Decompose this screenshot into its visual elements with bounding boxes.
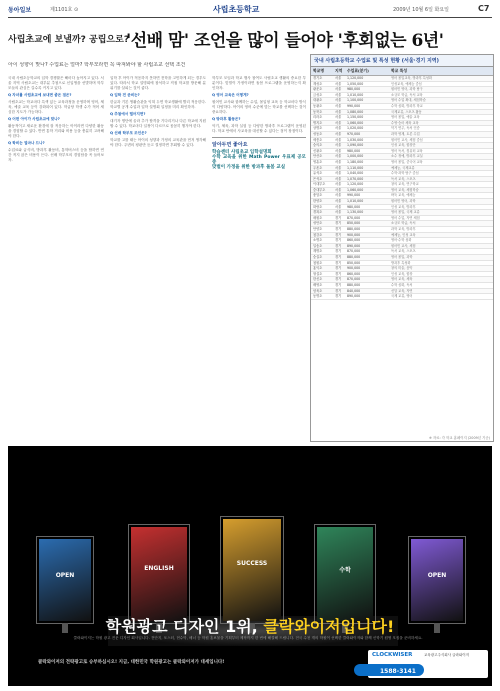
table-cell: 경기 (335, 221, 342, 226)
table-cell: 소수 정예, 방과후 교실 (391, 154, 423, 159)
table-cell: 서울 (335, 176, 342, 181)
table-cell: 서울 (335, 193, 342, 198)
table-footnote: ※ 자료: 각 학교 홈페이지 (2009년 기준) (428, 436, 490, 440)
school-table (310, 54, 494, 442)
table-cell: 동북초 (313, 109, 323, 114)
table-cell: 인성교육, 예체능 중심 (391, 81, 422, 86)
table-cell: 1,070,000 (347, 176, 364, 181)
ad-poster (36, 536, 94, 624)
table-cell: 삼육초 (313, 288, 323, 293)
poster-artwork (411, 539, 463, 621)
table-cell: 이대부초 (313, 182, 326, 187)
table-header (311, 67, 493, 76)
table-cell: 성동초 (313, 131, 323, 136)
table-cell: 1,020,000 (347, 126, 364, 131)
table-cell: 영어 몰입, 국제 교류 (391, 210, 420, 215)
article-paragraph: Q 선배 학부모 조언은? (110, 131, 147, 135)
table-cell: 1,040,000 (347, 171, 364, 176)
table-cell: 영어 몰입, 중국어 교육 (391, 159, 423, 164)
table-cell: 은석초 (313, 176, 323, 181)
table-cell: 원어민 영어, 과학 (391, 199, 416, 204)
ad-poster (408, 536, 466, 624)
table-cell: 980,000 (347, 87, 361, 92)
article-paragraph: Q 방과후 활동은? (212, 117, 241, 121)
table-cell: 서울 (335, 126, 342, 131)
article-column-3 (212, 76, 306, 442)
table-header-cell: 학교명 (313, 68, 325, 73)
table-cell: 독서 교육, 스포츠 (391, 176, 416, 181)
article-paragraph: Q 추첨에서 떨어지면? (110, 112, 146, 116)
table-cell: 대광초 (313, 98, 323, 103)
table-cell: 1,030,000 (347, 137, 364, 142)
table-cell: 서울 (335, 92, 342, 97)
ad-poster (314, 524, 376, 624)
poster-artwork (131, 527, 187, 621)
poster-artwork (223, 519, 281, 621)
ad-body: 클락와이저는 학원 광고 전문 디자인 회사입니다. 전단지, 포스터, 현수막, 배너 등 학원 홍보물을 기획부터 제작까지 한 번에 해결해 드립니다. 전국 수천 개의 학원이 선택한 클락와이저와 함께 신학기 원생 모집을 준비하세요. (73, 636, 423, 640)
ad-url[interactable]: www.clockwiser.co.kr (428, 667, 476, 672)
article-paragraph: 활동적이고 새로운 환경에 잘 적응하는 아이라면 다양한 활동을 경험할 수 있다. 반면 통학 거리와 비용 등을 충분히 고려해야 한다. (8, 124, 104, 138)
table-cell: 1,060,000 (347, 120, 364, 125)
table-cell: 서울 (335, 81, 342, 86)
table-cell: 1,060,000 (347, 187, 364, 192)
table-cell: 영어 수업 확대, 체험학습 (391, 98, 426, 103)
table-cell: 890,000 (347, 243, 361, 248)
table-title: 국내 사립초등학교 수업료 및 특성 현황 (서울·경기 지역) (311, 55, 493, 67)
section-title: 사립초등학교 (213, 5, 260, 14)
issue-date: 2009년 10월 6일 화요일 (393, 7, 450, 13)
table-header-cell: 지역 (335, 68, 343, 73)
headline-kicker: 사립초교에 보낼까? 공립으로? (8, 35, 130, 45)
table-cell: 980,000 (347, 148, 361, 153)
table-cell: 충암초 (313, 193, 323, 198)
article-paragraph: Q 학비는 얼마나 드나? (8, 141, 45, 145)
table-cell: 화랑초 (313, 204, 323, 209)
article-paragraph: 학교를 고를 때는 아이의 성향과 가정의 교육관을 먼저 생각해야 한다. 주변의 평판만 듣고 결정하면 후회할 수 있다. (110, 138, 206, 147)
table-cell: 안산초 (313, 154, 323, 159)
table-cell: 악기 연주, 독서 인증 (391, 126, 420, 131)
table-cell: 서울 (335, 143, 342, 148)
table-cell: 성안초 (313, 221, 323, 226)
article-paragraph: Q 어떤 아이가 사립초교에 맞나? (8, 117, 60, 121)
table-cell: 세종초 (313, 137, 323, 142)
table-cell: 소명초 (313, 238, 323, 243)
table-cell: 예체능, 인성 교육 (391, 232, 416, 237)
table-cell: 서울 (335, 131, 342, 136)
table-cell: 1,000,000 (347, 154, 364, 159)
table-cell: 서울 (335, 199, 342, 204)
table-cell: 매원초 (313, 215, 323, 220)
poster-label: OPEN (55, 571, 75, 579)
table-cell: 서울 (335, 109, 342, 114)
table-cell: 경기 (335, 238, 342, 243)
table-cell: 서울 (335, 171, 342, 176)
table-cell: 영어·수학 심화 (391, 238, 412, 243)
table-cell: 경기초 (313, 76, 323, 80)
article-paragraph: 악기, 체육, 과학 실험 등 다양한 방과후 프로그램이 운영된다. 학교 안에서 사교육을 대신할 수 있다는 점이 장점이다. (212, 124, 306, 133)
table-cell: 유석초 (313, 171, 323, 176)
table-cell: 서울 (335, 148, 342, 153)
ad-headline-part1: 학원광고 디자인 1위, (105, 617, 264, 636)
table-cell: 서울 (335, 120, 342, 125)
info-box-title: 알아두면 좋아요 (212, 142, 248, 148)
table-cell: 숭실초 (313, 255, 323, 259)
table-cell: 영어 몰입교육, 방과후 특성화 (391, 76, 433, 80)
info-box-item: 수학 교육을 위한 Math Power 우표제 공모 중 (212, 155, 306, 165)
table-cell: 880,000 (347, 282, 361, 287)
article-paragraph: 한글과 기본 생활습관을 익혀 두면 학교생활에 빨리 적응한다. 학교별 공개 수업과 입학 설명회 일정을 미리 확인하자. (110, 100, 206, 109)
table-cell: 경기 (335, 215, 342, 220)
table-cell: 영어 몰입, 예술 교육 (391, 115, 420, 120)
table-cell: 창의 교육, 연구학교 (391, 182, 419, 187)
table-cell: 1,130,000 (347, 210, 364, 215)
table-cell: 870,000 (347, 215, 361, 220)
table-cell: 과학 영재, 토론 수업 (391, 131, 420, 136)
table-cell: 970,000 (347, 131, 361, 136)
ad-phone[interactable]: 1588-3141 (380, 668, 416, 675)
table-cell: 금성초 (313, 92, 323, 97)
table-cell: 서울 (335, 137, 342, 142)
table-cell: 서울 (335, 98, 342, 103)
ad-poster (128, 524, 190, 624)
brand-logo: CLOCKWISER (372, 652, 413, 658)
table-cell: 서울 (335, 165, 342, 170)
table-cell: 서울 (335, 182, 342, 187)
table-cell: 880,000 (347, 227, 361, 232)
table-cell: 경복초 (313, 210, 323, 215)
ad-poster (220, 516, 284, 624)
table-cell: 경기 (335, 260, 342, 265)
table-cell: 서울 (335, 159, 342, 164)
table-cell: 경기 (335, 282, 342, 287)
table-cell: 형설초 (313, 271, 323, 276)
table-cell: 980,000 (347, 204, 361, 209)
table-cell: 서울 (335, 187, 342, 192)
table-cell: 독서 교육, 스포츠 (391, 249, 416, 254)
masthead (8, 4, 492, 18)
table-cell: 중대부초 (313, 187, 326, 192)
poster-artwork (317, 527, 373, 621)
table-cell: 영어 독서, 컴퓨터 교육 (391, 148, 423, 153)
table-cell: 우촌초 (313, 165, 323, 170)
table-cell: 방과후 특성화 (391, 260, 411, 265)
table-cell: 숭의초 (313, 143, 323, 148)
advertisement[interactable] (8, 446, 492, 686)
table-cell: 한신초 (313, 277, 323, 282)
table-cell: 경기 (335, 266, 342, 271)
table-cell: 영어 수업, 자연 체험 (391, 215, 420, 220)
info-box (212, 137, 306, 170)
paper-name: 동아일보 (8, 7, 32, 14)
table-cell: 상명초 (313, 126, 323, 131)
ad-headline-part2: 클락와이저입니다! (263, 617, 395, 636)
table-cell: 1,080,000 (347, 109, 364, 114)
table-cell: 수영·승마 체육 교육 (391, 120, 419, 125)
table-cell: 870,000 (347, 277, 361, 282)
table-cell: 경기 (335, 288, 342, 293)
table-cell: 1,180,000 (347, 159, 364, 164)
article-paragraph: 국내 사립초등학교의 입학 경쟁률은 해마다 높아지고 있다. 서울 지역 사립초교는 대부분 추첨으로 신입생을 선발하며 학부모들의 관심은 갈수록 커지고 있다. (8, 76, 104, 90)
table-cell: 1,010,000 (347, 92, 364, 97)
table-cell: 소규모 학급, 독서 교육 (391, 92, 423, 97)
table-cell: 경기 (335, 227, 342, 232)
table-cell: 수학 심화, 방과후 학교 (391, 103, 423, 108)
table-cell: 990,000 (347, 193, 361, 198)
poster-label: 수학 (339, 566, 351, 574)
table-cell: 인성 교육, 합창 (391, 271, 413, 276)
table-cell: 서울 (335, 87, 342, 92)
table-cell: 리라초 (313, 115, 323, 120)
table-cell: 서울 (335, 115, 342, 120)
table-cell: 경기 (335, 255, 342, 259)
table-cell: 계명초 (313, 249, 323, 254)
poster-artwork (39, 539, 91, 621)
table-cell: 영어 몰입, 과학 (391, 255, 413, 259)
ad-tagline: 클락와이저의 전략광고로 승부하십시오! 지금, 대한민국 학원광고는 클락와이저가 대세입니다! (38, 660, 225, 665)
table-cell: 850,000 (347, 221, 361, 226)
table-cell: 수학·과학 탐구 중심 (391, 171, 419, 176)
table-cell: 계성초 (313, 81, 323, 86)
table-cell: 원어민 교사, 체험 중심 (391, 137, 423, 142)
table-cell: 서울 (335, 210, 342, 215)
info-box-item: 맞벌이 가정을 위한 방과후 돌봄 교실 (212, 165, 286, 170)
table-cell: 광운초 (313, 87, 323, 92)
table-cell: 동명초 (313, 294, 323, 299)
table-cell: 870,000 (347, 249, 361, 254)
article-paragraph: 입학 후 아이가 적응하지 못하면 전학을 고민하게 되는 경우도 있다. 따라서 학교 설명회에 참석하고 직접 학교를 방문해 분위기를 살피는 것이 좋다. (110, 76, 206, 90)
table-cell: 840,000 (347, 288, 361, 293)
ad-headline (8, 614, 492, 637)
article-paragraph: Q 자녀를 사립초교에 보내면 좋은 점은? (8, 93, 72, 97)
table-cell: 국제교류, 스포츠 활동 (391, 109, 422, 114)
article-intro: 아이 성향이 맞나? 수업료는 얼마? 학부모라면 꼭 따져봐야 할 사립초교 선택 조건 (8, 62, 186, 68)
table-cell: 서울 (335, 204, 342, 209)
article-column-2 (110, 76, 206, 442)
table-cell: 서울 (335, 154, 342, 159)
table-cell: 1,050,000 (347, 81, 364, 86)
table-cell: 880,000 (347, 255, 361, 259)
table-cell: 안양초 (313, 227, 323, 232)
table-cell: 1,150,000 (347, 115, 364, 120)
brand-sub: 교육광고주식회사 클락와이저 (424, 653, 470, 657)
table-cell: 990,000 (347, 103, 361, 108)
table-cell: 일송초 (313, 243, 323, 248)
table-cell: 경기 (335, 249, 342, 254)
table-cell: 원어민 영어, 과학 탐구 (391, 87, 423, 92)
article-paragraph: 대기자 명단에 올라 추가 합격을 기다리거나 다른 학교에 지원할 수 있다. 학교마다 일정이 다르므로 꼼꼼히 챙겨야 한다. (110, 119, 206, 128)
table-cell: 배영초 (313, 282, 323, 287)
poster-label: OPEN (427, 571, 447, 579)
table-body (311, 76, 493, 426)
table-cell: 홍익초 (313, 266, 323, 271)
table-cell: 청원초 (313, 260, 323, 265)
table-cell: 예체능, 국제교류 (391, 165, 415, 170)
table-cell: 1,090,000 (347, 143, 364, 148)
table-cell: 영훈초 (313, 159, 323, 164)
table-cell: 창의 미술, 음악 (391, 266, 413, 271)
issue-number: 제1101호 ⊙ (50, 7, 79, 13)
table-cell: 명지초 (313, 120, 323, 125)
article-paragraph: Q 입학 전 준비는? (110, 93, 140, 97)
article-headline (8, 22, 492, 58)
table-cell: 인성 교육, 합창단 (391, 143, 416, 148)
table-cell: 경기 (335, 277, 342, 282)
table-cell: 경기 (335, 294, 342, 299)
table-cell: 신앙 교육, 자연 (391, 288, 413, 293)
table-cell: 한양초 (313, 199, 323, 204)
table-cell: 서울 (335, 76, 342, 80)
table-cell: 동광초 (313, 103, 323, 108)
article-paragraph: 수업료와 급식비, 방과후 활동비, 통학버스비 등을 합하면 연간 적지 않은 비용이 든다. 선배 학부모의 경험담을 꼭 들어보자. (8, 148, 104, 162)
table-cell: 1,110,000 (347, 165, 364, 170)
table-cell: 890,000 (347, 294, 361, 299)
table-cell: 900,000 (347, 266, 361, 271)
table-cell: 860,000 (347, 238, 361, 243)
info-box-item: 학습센터 사립초교 입학설명회 (212, 150, 272, 155)
table-cell: 850,000 (347, 260, 361, 265)
table-cell: 1,010,000 (347, 199, 364, 204)
table-cell: 영어 교육, 체육 (391, 277, 413, 282)
table-cell: 900,000 (347, 232, 361, 237)
table-cell: 수학 심화, 독서 (391, 282, 413, 287)
article-column-1 (8, 76, 104, 442)
poster-label: SUCCESS (236, 559, 268, 567)
table-cell: 청강초 (313, 232, 323, 237)
table-header-cell: 수업료(분기) (347, 68, 369, 73)
poster-label: ENGLISH (144, 564, 174, 572)
article-paragraph: 사립초교는 학교마다 특색 있는 교육과정을 운영하며 영어, 체육, 예술 교육 등이 강화되어 있다. 학급당 학생 수가 적어 세심한 지도가 가능하다. (8, 100, 104, 114)
table-cell: 1,120,000 (347, 182, 364, 187)
table-cell: 경기 (335, 271, 342, 276)
table-cell: 원어민 교사, 체험 (391, 243, 416, 248)
table-cell: 바둑 교육, 예체능 (391, 193, 416, 198)
table-cell: 소규모 학급, 독서 (391, 221, 416, 226)
table-cell: 국제 교류, 영어 (391, 294, 413, 299)
table-cell: 신광초 (313, 148, 323, 153)
article-paragraph: 학부모 모임과 학교 행사 참여도 사립초교 생활의 중요한 부분이다. 맞벌이 가정이라면 돌봄 프로그램을 운영하는지 확인하자. (212, 76, 306, 90)
article-paragraph: Q 영어 교육은 어떻게? (212, 93, 249, 97)
table-cell: 영어 교육, 체험학습 (391, 187, 419, 192)
headline-title: '선배 맘' 조언을 많이 들어야 '후회없는 6년' (126, 31, 444, 51)
table-row (311, 294, 493, 300)
table-cell: 과학 교육, 방과후 (391, 227, 416, 232)
table-cell: 860,000 (347, 271, 361, 276)
table-cell: 1,120,000 (347, 76, 364, 80)
page-number: C7 (478, 4, 490, 13)
table-header-cell: 학교 특성 (391, 68, 407, 73)
table-cell: 1,100,000 (347, 98, 364, 103)
table-cell: 인성 교육, 방과후 (391, 204, 416, 209)
article-paragraph: 원어민 교사와 함께하는 수업, 몰입형 교육 등 학교마다 방식이 다양하다. 아이의 영어 수준에 맞는 학교를 선택하는 것이 중요하다. (212, 100, 306, 114)
table-cell: 서울 (335, 103, 342, 108)
table-cell: 경기 (335, 243, 342, 248)
table-cell: 경기 (335, 232, 342, 237)
